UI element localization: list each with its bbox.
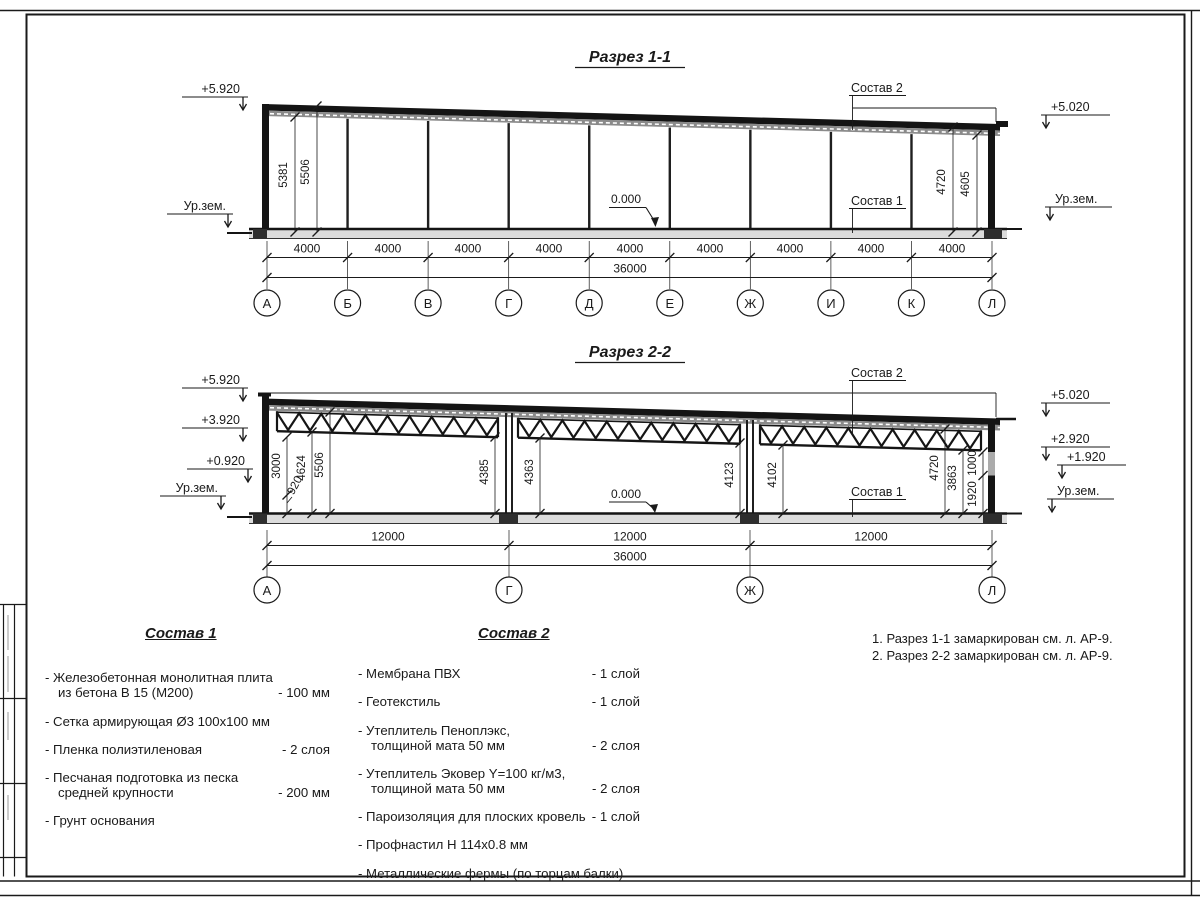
axis-letter: Ж	[744, 296, 757, 311]
dim-label: 4000	[696, 241, 724, 256]
section1-title: Разрез 1-1	[588, 49, 672, 66]
list-item	[358, 723, 640, 753]
item-line: - Профнастил Н 114х0.8 мм	[358, 837, 528, 853]
item-value: - 1 слой	[591, 809, 640, 825]
elevation-label: +5.020	[1051, 388, 1090, 402]
item-line: - Геотекстиль	[358, 694, 441, 710]
item-line: - Утеплитель Пеноплэкс,	[358, 722, 511, 738]
axis-letter: К	[907, 296, 916, 311]
sostav1-list	[45, 625, 330, 841]
list-item	[45, 742, 330, 757]
axis-letter: В	[423, 296, 433, 311]
elevation-label: +5.920	[201, 82, 240, 96]
elevation-label: +0.920	[206, 454, 245, 468]
section-2-2	[160, 344, 1126, 603]
dim-label: 920	[285, 474, 306, 497]
axis-letter: Ж	[743, 583, 757, 598]
note-line: 2. Разрез 2-2 замаркирован см. л. АР-9.	[872, 647, 1113, 663]
sostav2-callout: Состав 2	[851, 366, 903, 380]
dim-label: 12000	[613, 529, 647, 544]
item-line: - Грунт основания	[45, 813, 155, 829]
section2-title: Разрез 2-2	[588, 344, 672, 361]
dim-label: 4000	[293, 241, 321, 256]
item-line: - Пленка полиэтиленовая	[45, 741, 202, 757]
dim-label: 4605	[960, 171, 972, 197]
list-item	[358, 766, 640, 796]
elevation-label: +3.920	[201, 413, 240, 427]
dim-label: 1000	[967, 450, 979, 476]
dim-label: 5381	[278, 162, 290, 188]
section2-zero-mark	[609, 487, 658, 513]
item-value: - 2 слоя	[592, 781, 640, 797]
dim-label: 3000	[271, 453, 283, 479]
dim-label: 3863	[947, 465, 959, 491]
item-line: из бетона В 15 (М200)	[58, 685, 194, 701]
section2-floor	[227, 514, 1022, 525]
section1-zero-mark	[609, 192, 659, 227]
section1-axis-bubbles	[254, 290, 1005, 316]
sostav1-callout: Состав 1	[851, 194, 903, 208]
dim-label: 4000	[535, 241, 563, 256]
item-line: толщиной мата 50 мм	[371, 781, 505, 797]
elevation-label: Ур.зем.	[175, 481, 218, 495]
list-item	[358, 666, 640, 681]
dim-label: 4000	[938, 241, 966, 256]
item-value: - 2 слоя	[282, 741, 330, 757]
axis-letter: Е	[665, 296, 675, 311]
list-item	[45, 714, 330, 729]
dim-label: 4720	[936, 169, 948, 195]
dim-label: 12000	[854, 529, 888, 544]
elevation-label: +1.920	[1067, 450, 1106, 464]
dim-label: 4102	[767, 462, 779, 488]
dim-label: 4000	[374, 241, 402, 256]
dim-label: 4000	[454, 241, 482, 256]
dim-label: 4624	[296, 455, 308, 481]
item-line: - Мембрана ПВХ	[358, 666, 461, 682]
axis-letter: А	[262, 296, 272, 311]
sostav1-callout: Состав 1	[851, 485, 903, 499]
item-line: - Сетка армирующая Ø3 100х100 мм	[45, 713, 270, 729]
list-item	[45, 770, 330, 800]
elevation-label: Ур.зем.	[1055, 192, 1098, 206]
list-item	[45, 813, 330, 828]
elevation-label: Ур.зем.	[183, 199, 226, 213]
item-line: - Железобетонная монолитная плита	[45, 670, 273, 686]
dim-label: 5506	[314, 452, 326, 478]
dim-label: 4000	[776, 241, 804, 256]
section-1-1	[167, 49, 1112, 316]
elevation-label: Ур.зем.	[1057, 484, 1100, 498]
notes	[872, 632, 1182, 666]
dim-label: 4000	[857, 241, 885, 256]
titleblock-strip	[0, 605, 27, 877]
axis-letter: Л	[987, 296, 997, 311]
axis-letter: Л	[987, 583, 997, 598]
section2-axis-bubbles	[254, 577, 1005, 603]
list-item	[358, 866, 640, 881]
section1-interior-columns	[348, 119, 912, 229]
elevation-label: +5.020	[1051, 100, 1090, 114]
dim-label: 36000	[613, 549, 647, 564]
axis-letter: Б	[343, 296, 352, 311]
axis-letter: Г	[505, 583, 513, 598]
item-line: толщиной мата 50 мм	[371, 737, 505, 753]
sostav2-callout: Состав 2	[851, 81, 903, 95]
zero-label: 0.000	[611, 192, 642, 206]
item-value: - 2 слоя	[592, 737, 640, 753]
list-item	[358, 837, 640, 852]
item-line: - Утеплитель Эковер Y=100 кг/м3,	[358, 765, 566, 781]
item-line: - Металлические фермы (по торцам балки)	[358, 865, 624, 881]
zero-label: 0.000	[611, 487, 642, 501]
sostav1-title: Состав 1	[145, 625, 217, 642]
dim-label: 4363	[524, 459, 536, 485]
dim-label: 12000	[371, 529, 405, 544]
item-value: - 100 мм	[278, 685, 330, 701]
axis-letter: И	[826, 296, 836, 311]
dim-label: 4385	[479, 459, 491, 485]
dim-label: 5506	[300, 159, 312, 185]
note-line: 1. Разрез 1-1 замаркирован см. л. АР-9.	[872, 631, 1113, 646]
item-line: - Пароизоляция для плоских кровель	[358, 809, 586, 825]
dim-label: 1920	[967, 481, 979, 507]
list-item	[358, 809, 640, 824]
dim-label: 4720	[929, 455, 941, 481]
dim-label: 36000	[613, 261, 647, 276]
item-line: средней крупности	[58, 785, 174, 801]
dim-label: 4123	[724, 462, 736, 488]
axis-letter: А	[262, 583, 272, 598]
axis-letter: Г	[505, 296, 513, 311]
list-item	[358, 694, 640, 709]
elevation-label: +2.920	[1051, 432, 1090, 446]
item-value: - 1 слой	[591, 694, 640, 710]
section1-floor	[227, 229, 1022, 239]
dim-label: 4000	[616, 241, 644, 256]
sostav2-title: Состав 2	[478, 625, 550, 642]
item-value: - 200 мм	[278, 785, 330, 801]
sostav2-list	[358, 625, 640, 894]
item-value: - 1 слой	[591, 666, 640, 682]
elevation-label: +5.920	[201, 373, 240, 387]
item-line: - Песчаная подготовка из песка	[45, 769, 239, 785]
section1-roof	[263, 104, 1008, 136]
axis-letter: Д	[584, 296, 594, 311]
list-item	[45, 670, 330, 700]
